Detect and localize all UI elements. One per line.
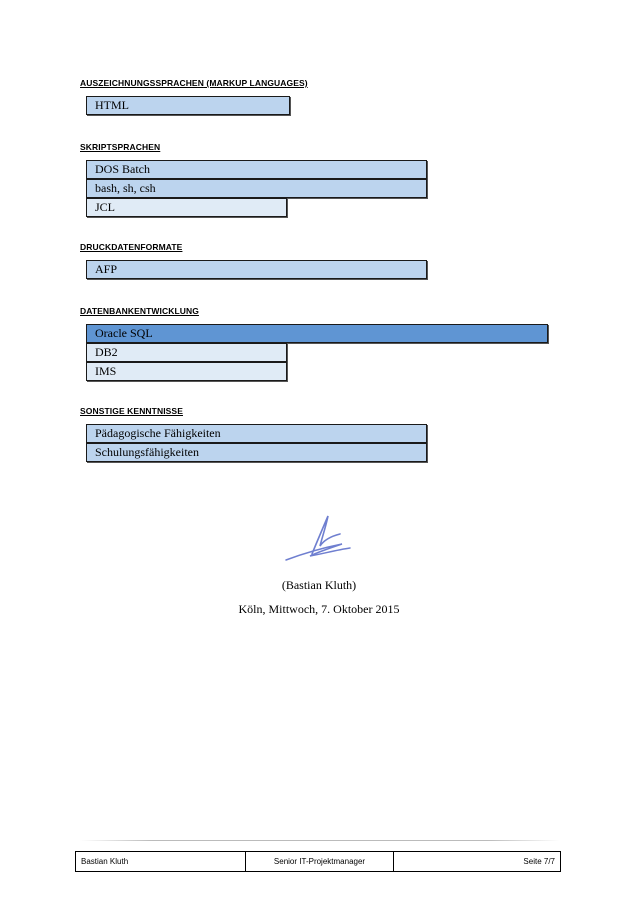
- skill-bar-pedagogical: [86, 424, 427, 443]
- section-heading-print-formats: DRUCKDATENFORMATE: [80, 242, 183, 252]
- section-heading-markup-languages: AUSZEICHNUNGSSPRACHEN (MARKUP LANGUAGES): [80, 78, 308, 88]
- skill-bar-training: [86, 443, 427, 462]
- skill-label: Pädagogische Fähigkeiten: [95, 426, 221, 440]
- footer-divider: [80, 840, 560, 841]
- skill-bar-afp: [86, 260, 427, 279]
- section-heading-other-skills: SONSTIGE KENNTNISSE: [80, 406, 183, 416]
- section-heading-database-development: DATENBANKENTWICKLUNG: [80, 306, 199, 316]
- skill-label: Schulungsfähigkeiten: [95, 445, 199, 459]
- handwritten-signature: [282, 510, 354, 566]
- skill-bar-db2: [86, 343, 287, 362]
- skill-bar-dos-batch: [86, 160, 427, 179]
- footer-page-number: Seite 7/7: [523, 857, 555, 866]
- skill-label: Oracle SQL: [95, 326, 153, 340]
- skill-bar-bash: [86, 179, 427, 198]
- footer-author: Bastian Kluth: [76, 852, 246, 871]
- skill-bar-ims: [86, 362, 287, 381]
- footer-role: Senior IT-Projektmanager: [246, 852, 394, 871]
- section-heading-scripting-languages: SKRIPTSPRACHEN: [80, 142, 161, 152]
- skill-label: IMS: [95, 364, 117, 378]
- skill-label: DOS Batch: [95, 162, 150, 176]
- page-footer: [75, 851, 561, 872]
- place-date: Köln, Mittwoch, 7. Oktober 2015: [238, 602, 400, 616]
- skill-label: AFP: [95, 262, 118, 276]
- skill-label: JCL: [95, 200, 116, 214]
- skill-bar-oracle-sql: [86, 324, 548, 343]
- skill-bar-jcl: [86, 198, 287, 217]
- skill-label: DB2: [95, 345, 118, 359]
- skill-label: bash, sh, csh: [95, 181, 156, 195]
- skill-label: HTML: [95, 98, 129, 112]
- skill-bar-html: [86, 96, 290, 115]
- signature-name: (Bastian Kluth): [281, 578, 357, 592]
